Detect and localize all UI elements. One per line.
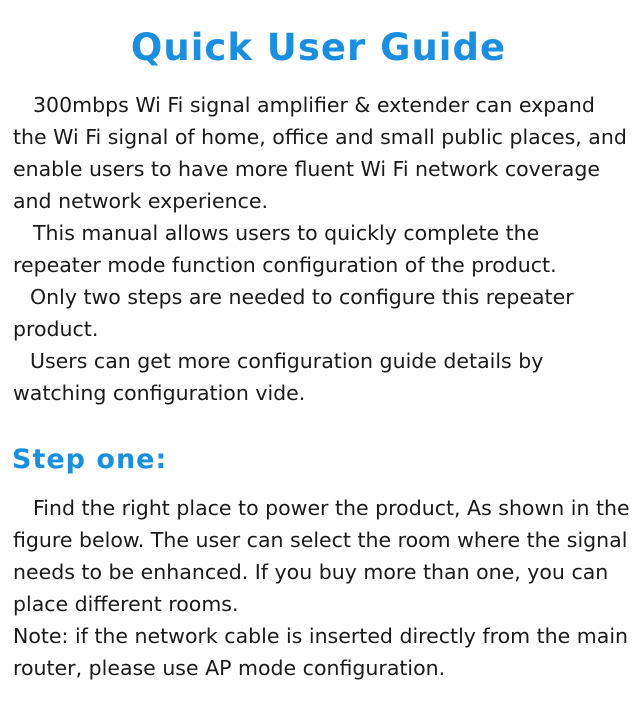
page-title: Quick User Guide [130, 26, 507, 69]
step-one-paragraph: Find the right place to power the product, As shown in the figure below. The user can select the room where the signal needs to be enhanced. If you buy more than one, you can place different rooms. [13, 496, 630, 616]
intro-paragraph-1: 300mbps Wi Fi signal amplifier & extender can expand the Wi Fi signal of home, office and small public places, and enable users to have more fluent Wi Fi network coverage and network experience. [13, 93, 627, 213]
intro-paragraph-2: This manual allows users to quickly complete the repeater mode function configuration of the product. [13, 221, 557, 277]
step-one-heading: Step one: [12, 444, 168, 475]
intro-paragraph-4: Users can get more configuration guide details by watching configuration vide. [13, 349, 544, 405]
intro-paragraph-3: Only two steps are needed to configure this repeater product. [13, 285, 574, 341]
step-one-note: Note: if the network cable is inserted directly from the main router, please use AP mode configuration. [13, 624, 629, 680]
